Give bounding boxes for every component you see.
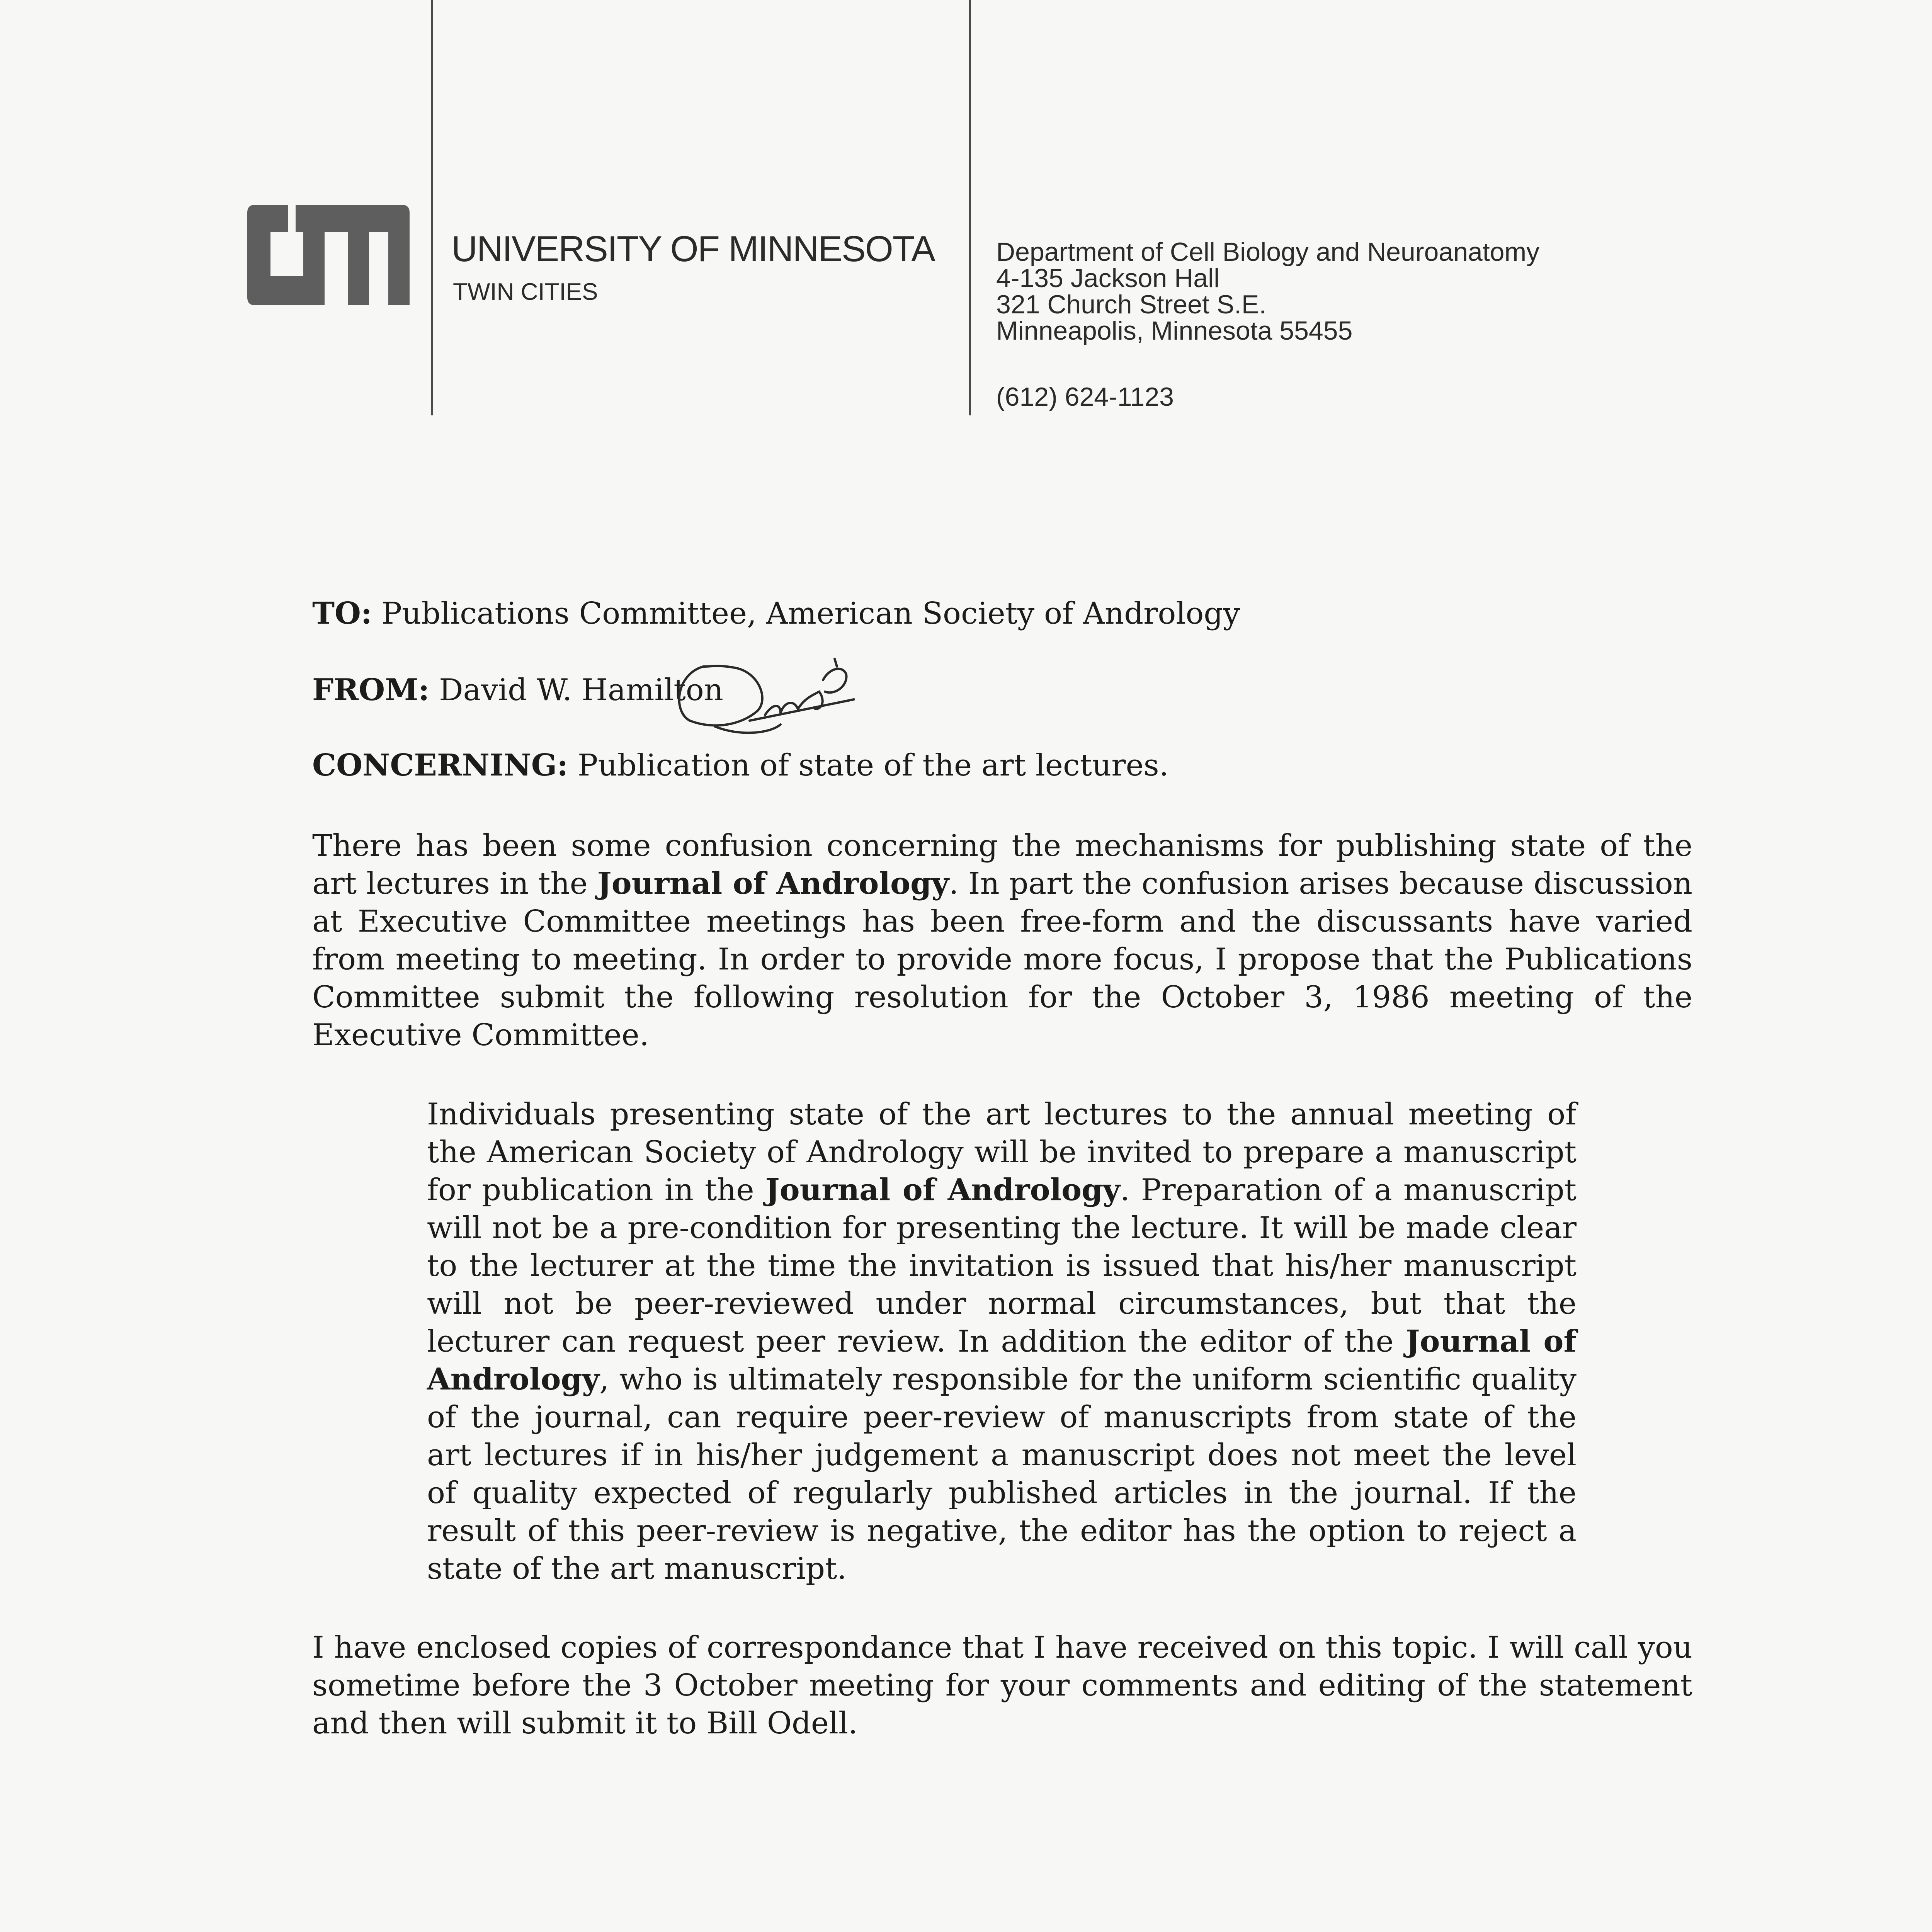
campus-name: TWIN CITIES — [453, 279, 598, 305]
address-line-2: 321 Church Street S.E. — [996, 290, 1267, 319]
resolution-text-c: , who is ultimately responsible for the uniform scientific quality of the journal, can require peer-review of manuscripts from state of the art lectures if in his/her judgement a manuscript does not meet the level of quality expected of regularly published articles in the journal. If the result of this peer-review is negative, the editor has the option to reject a state of the art manuscript. — [427, 1362, 1577, 1586]
paragraph-3 — [312, 1629, 1692, 1742]
journal-name: Journal of Andrology — [765, 1172, 1121, 1208]
from-value: David W. Hamilton — [439, 673, 723, 707]
university-name: UNIVERSITY OF MINNESOTA — [451, 228, 935, 269]
department-name: Department of Cell Biology and Neuroanatomy — [996, 237, 1540, 267]
address-line-1: 4-135 Jackson Hall — [996, 264, 1220, 293]
address-line-3: Minneapolis, Minnesota 55455 — [996, 316, 1353, 345]
letterhead-divider-right — [969, 0, 971, 415]
memo-concerning — [312, 748, 1169, 783]
resolution-text-a: Individuals presenting state of the art lectures to the annual meeting of the American Society of Andrology will be invited to prepare a manuscript for publication in the — [427, 1097, 1577, 1208]
resolution-text-b: . Preparation of a manuscript will not be a pre-condition for presenting the lecture. It will be made clear to the lecturer at the time the invitation is issued that his/her manuscript will not be peer-reviewed under normal circumstances, but that the lecturer can request peer review. In addition the editor of the — [427, 1173, 1577, 1359]
from-label: FROM: — [312, 672, 430, 707]
handwritten-signature — [653, 638, 869, 753]
to-label: TO: — [312, 596, 372, 631]
concerning-value: Publication of state of the art lectures. — [577, 748, 1169, 783]
to-value: Publications Committee, American Society of Andrology — [381, 596, 1240, 631]
p3-text: I have enclosed copies of correspondance that I have received on this topic. I will call you sometime before the 3 October meeting for your comments and editing of the statement and then will submit it to Bill Odell. — [312, 1630, 1692, 1741]
paragraph-1 — [312, 827, 1692, 1054]
letterhead-divider-left — [431, 0, 433, 415]
department-block — [996, 239, 1539, 344]
university-logo-icon — [247, 205, 410, 305]
p1-text-b: . In part the confusion arises because discussion at Executive Committee meetings has been free-form and the discussants have varied from meeting to meeting. In order to provide more focus, I propose that the Publications Committee submit the following resolution for the October 3, 1986 meeting of the Executive Committee. — [312, 866, 1692, 1053]
concerning-label: CONCERNING: — [312, 748, 568, 783]
phone-number: (612) 624-1123 — [996, 382, 1174, 412]
memo-to — [312, 596, 1240, 631]
p1-text-a: There has been some confusion concerning the mechanisms for publishing state of the art lectures in the — [312, 828, 1692, 901]
journal-name: Journal of Andrology — [597, 866, 949, 901]
journal-name: Journal of Andrology — [427, 1324, 1577, 1397]
resolution-paragraph — [427, 1095, 1577, 1588]
